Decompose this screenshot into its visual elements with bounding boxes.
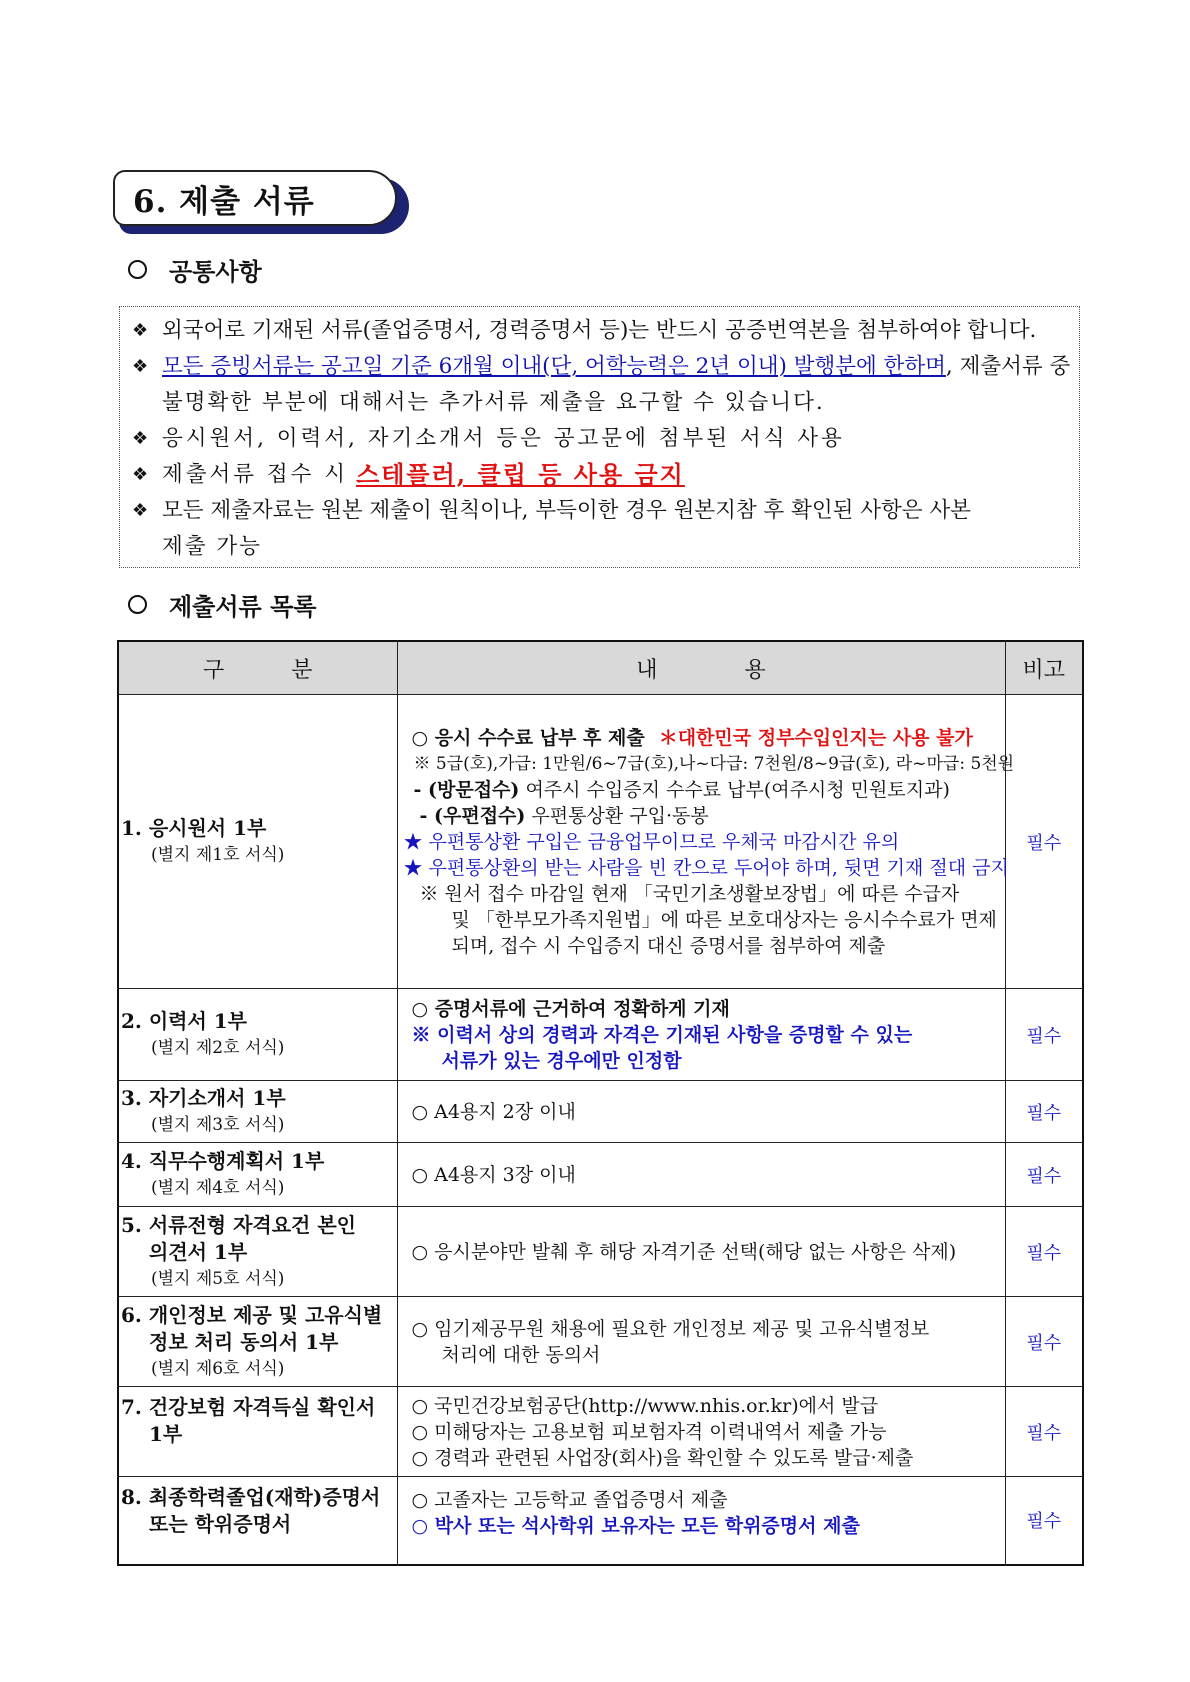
row-category	[118, 1297, 397, 1387]
row-name: 1. 응시원서 1부	[121, 816, 267, 840]
notice-warning: 스테플러, 클립 등 사용 금지	[356, 460, 685, 489]
notice-item	[132, 421, 1069, 457]
circle-bullet-icon	[128, 595, 147, 614]
content-line: 서류가 있는 경우에만 인정함	[441, 1049, 682, 1072]
row-content	[397, 695, 1015, 989]
content-line: ○ 고졸자는 고등학교 졸업증명서 제출	[411, 1489, 728, 1512]
diamond-bullet-icon: ❖	[132, 428, 149, 449]
content-line-label: - (우편접수)	[419, 804, 526, 827]
content-line: ※ 원서 접수 마감일 현재 「국민기초생활보장법」에 따른 수급자	[419, 882, 960, 905]
row-note: 필수	[1005, 1297, 1083, 1387]
table-row	[118, 989, 1083, 1081]
row-note: 필수	[1005, 1207, 1083, 1297]
content-line: ○ 임기제공무원 채용에 필요한 개인정보 제공 및 고유식별정보	[411, 1317, 930, 1340]
documents-table	[117, 640, 1084, 1566]
notice-item	[132, 349, 1069, 385]
content-line: ○ A4용지 3장 이내	[411, 1163, 576, 1186]
notice-item-cont	[132, 385, 1069, 421]
row-name: 1부	[149, 1421, 183, 1446]
diamond-bullet-icon: ❖	[132, 500, 149, 521]
row-form: (별지 제2호 서식)	[151, 1038, 285, 1058]
content-line: 여주시 수입증지 수수료 납부(여주시청 민원토지과)	[519, 778, 950, 801]
row-content	[397, 1297, 1005, 1387]
row-name: 7. 건강보험 자격득실 확인서	[121, 1394, 376, 1419]
notice-text: , 제출서류 중	[945, 354, 1071, 379]
row-note: 필수	[1005, 1143, 1083, 1207]
content-line: ※ 5급(호),가급: 1만원/6~7급(호),나~다급: 7천원/8~9급(호), 라~마급: 5천원	[413, 753, 1015, 774]
diamond-bullet-icon: ❖	[132, 320, 149, 341]
row-form: (별지 제3호 서식)	[151, 1115, 285, 1135]
list-heading-text: 제출서류 목록	[169, 592, 317, 621]
content-line: ★ 우편통상환의 받는 사람을 빈 칸으로 두어야 하며, 뒷면 기재 절대 금지	[403, 856, 1009, 879]
content-line: 및 「한부모가족지원법」에 따른 보호대상자는 응시수수료가 면제	[451, 908, 997, 931]
notice-item	[132, 457, 1069, 493]
header-content: 내 용	[397, 641, 1005, 695]
content-warning: ＊대한민국 정부수입인지는 사용 불가	[658, 726, 973, 749]
row-form: (별지 제1호 서식)	[151, 845, 285, 865]
notice-text: 제출 가능	[162, 534, 262, 559]
row-note: 필수	[1005, 695, 1083, 989]
table-row	[118, 1207, 1083, 1297]
notice-text: 모든 제출자료는 원본 제출이 원칙이나, 부득이한 경우 원본지참 후 확인된 사항은 사본	[162, 498, 971, 523]
diamond-bullet-icon: ❖	[132, 356, 149, 377]
table-row	[118, 1477, 1083, 1565]
diamond-bullet-icon: ❖	[132, 464, 149, 485]
row-note: 필수	[1005, 1387, 1083, 1477]
row-note: 필수	[1005, 1081, 1083, 1143]
row-form: (별지 제5호 서식)	[151, 1268, 285, 1289]
row-category	[118, 1081, 397, 1143]
row-name: 정보 처리 동의서 1부	[149, 1329, 339, 1354]
content-line: 되며, 접수 시 수입증지 대신 증명서를 첨부하여 제출	[451, 934, 886, 957]
content-line: ※ 이력서 상의 경력과 자격은 기재된 사항을 증명할 수 있는	[411, 1023, 913, 1046]
content-line: ○ 응시 수수료 납부 후 제출	[411, 726, 645, 749]
row-name: 4. 직무수행계획서 1부	[121, 1149, 325, 1173]
row-content	[397, 1477, 1005, 1565]
content-line: ○ A4용지 2장 이내	[411, 1100, 576, 1123]
table-row	[118, 1081, 1083, 1143]
table-row	[118, 1143, 1083, 1207]
row-category	[118, 695, 397, 989]
table-header-row	[118, 641, 1083, 695]
row-category	[118, 1207, 397, 1297]
section-title-tab	[113, 170, 403, 230]
content-line: ○ 경력과 관련된 사업장(회사)을 확인할 수 있도록 발급·제출	[411, 1446, 914, 1469]
notice-text: 응시원서, 이력서, 자기소개서 등은 공고문에 첨부된 서식 사용	[162, 426, 845, 451]
common-heading-text: 공통사항	[169, 257, 262, 286]
notice-highlight: 모든 증빙서류는 공고일 기준 6개월 이내(단, 어학능력은 2년 이내) 발행분에 한하며	[162, 354, 946, 379]
row-name: 6. 개인정보 제공 및 고유식별	[121, 1302, 383, 1327]
table-row	[118, 695, 1083, 989]
row-note: 필수	[1005, 1477, 1083, 1565]
section-title: 6. 제출 서류	[113, 170, 397, 226]
row-name: 5. 서류전형 자격요건 본인	[121, 1212, 356, 1237]
common-heading	[128, 252, 262, 287]
content-line: ○ 응시분야만 발췌 후 해당 자격기준 선택(해당 없는 사항은 삭제)	[411, 1240, 957, 1263]
row-name: 의견서 1부	[149, 1239, 248, 1264]
content-line: ★ 우편통상환 구입은 금융업무이므로 우체국 마감시간 유의	[403, 830, 900, 853]
content-line: 처리에 대한 동의서	[441, 1343, 601, 1366]
notice-text: 제출서류 접수 시	[162, 462, 349, 487]
content-line: ○ 미해당자는 고용보험 피보험자격 이력내역서 제출 가능	[411, 1420, 887, 1443]
header-note: 비고	[1005, 641, 1083, 695]
row-category	[118, 989, 397, 1081]
table-row	[118, 1297, 1083, 1387]
notice-text: 불명확한 부분에 대해서는 추가서류 제출을 요구할 수 있습니다.	[162, 390, 825, 415]
notice-item	[132, 313, 1069, 349]
row-category	[118, 1477, 397, 1565]
table-row	[118, 1387, 1083, 1477]
row-name: 3. 자기소개서 1부	[121, 1086, 286, 1110]
row-content	[397, 989, 1005, 1081]
content-line: ○ 국민건강보험공단(http://www.nhis.or.kr)에서 발급	[411, 1394, 879, 1417]
notice-item-cont	[132, 529, 1069, 565]
list-heading	[128, 587, 316, 622]
row-name: 2. 이력서 1부	[121, 1009, 248, 1033]
content-line: 우편통상환 구입·동봉	[525, 804, 709, 827]
row-name: 또는 학위증명서	[149, 1512, 292, 1537]
content-line: ○ 증명서류에 근거하여 정확하게 기재	[411, 997, 730, 1020]
row-content	[397, 1387, 1005, 1477]
common-notice-box	[119, 306, 1080, 568]
row-form: (별지 제6호 서식)	[151, 1358, 285, 1379]
content-line: ○ 박사 또는 석사학위 보유자는 모든 학위증명서 제출	[411, 1515, 860, 1538]
row-note: 필수	[1005, 989, 1083, 1081]
row-name: 8. 최종학력졸업(재학)증명서	[121, 1485, 381, 1510]
circle-bullet-icon	[128, 260, 147, 279]
row-category	[118, 1387, 397, 1477]
row-category	[118, 1143, 397, 1207]
row-form: (별지 제4호 서식)	[151, 1178, 285, 1198]
row-content	[397, 1143, 1005, 1207]
content-line-label: - (방문접수)	[413, 778, 520, 801]
row-content	[397, 1081, 1005, 1143]
row-content	[397, 1207, 1005, 1297]
header-category: 구 분	[118, 641, 397, 695]
notice-text: 외국어로 기재된 서류(졸업증명서, 경력증명서 등)는 반드시 공증번역본을 첨부하여야 합니다.	[162, 318, 1037, 343]
notice-item	[132, 493, 1069, 529]
